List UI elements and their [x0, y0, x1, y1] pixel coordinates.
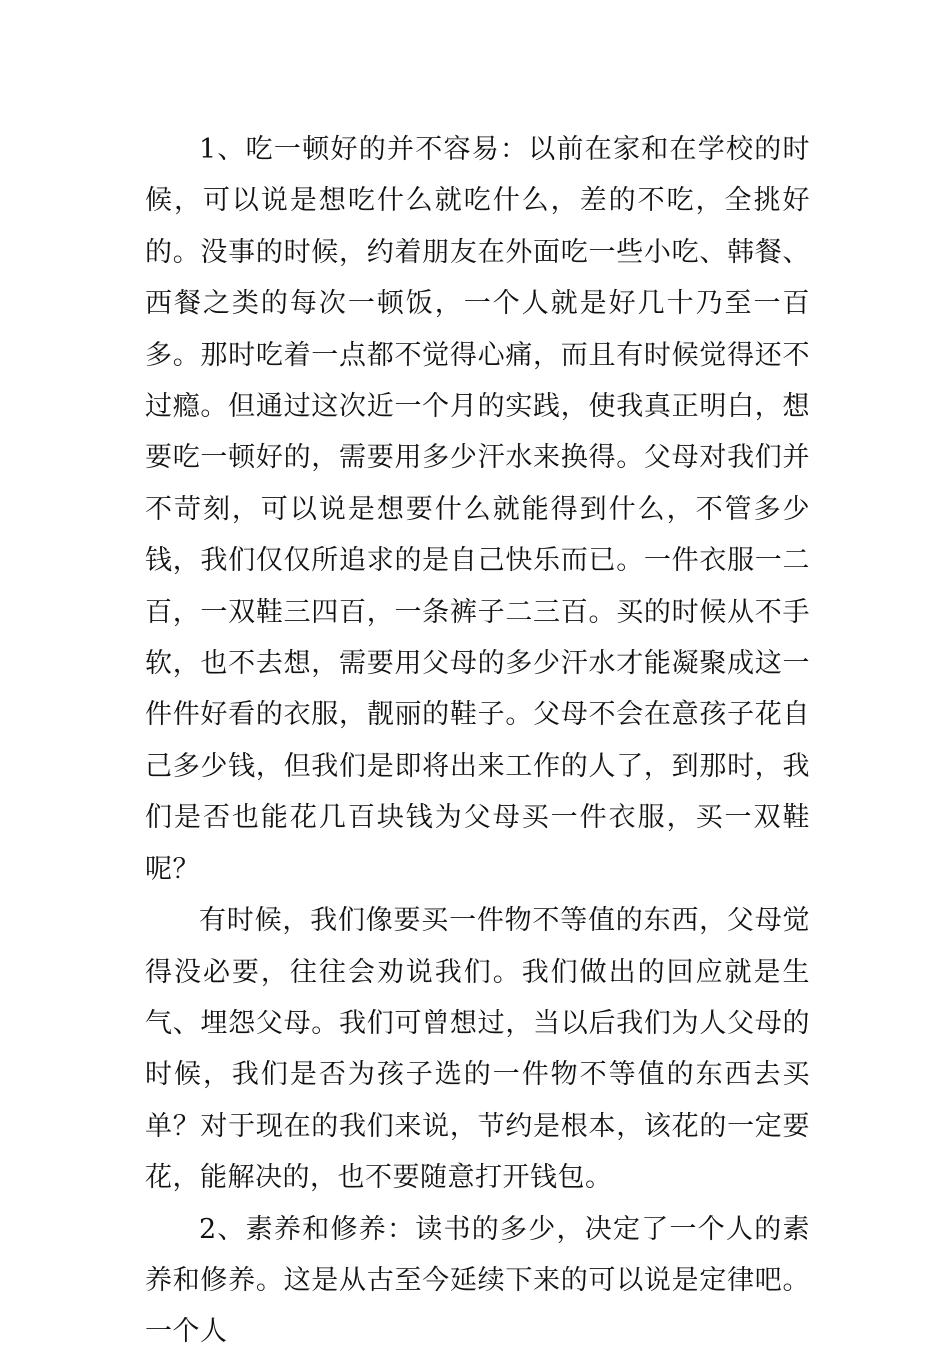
paragraph-2: 有时候，我们像要买一件物不等值的东西，父母觉得没必要，往往会劝说我们。我们做出的回应就是生气、埋怨父母。我们可曾想过，当以后我们为人父母的时候，我们是否为孩子选的一件物不等值的东西去买单？对于现在的我们来说，节约是根本，该花的一定要花，能解决的，也不要随意打开钱包。: [145, 905, 810, 1194]
paragraph-1: 1、吃一顿好的并不容易：以前在家和在学校的时候，可以说是想吃什么就吃什么，差的不吃，全挑好的。没事的时候，约着朋友在外面吃一些小吃、韩餐、西餐之类的每次一顿饭，一个人就是好几十乃至一百多。那时吃着一点都不觉得心痛，而且有时候觉得还不过瘾。但通过这次近一个月的实践，使我真正明白，想要吃一顿好的，需要用多少汗水来换得。父母对我们并不苛刻，可以说是想要什么就能得到什么，不管多少钱，我们仅仅所追求的是自己快乐而已。一件衣服一二百，一双鞋三四百，一条裤子二三百。买的时候从不手软，也不去想，需要用父母的多少汗水才能凝聚成这一件件好看的衣服，靓丽的鞋子。父母不会在意孩子花自己多少钱，但我们是即将出来工作的人了，到那时，我们是否也能花几百块钱为父母买一件衣服，买一双鞋呢？: [145, 134, 810, 885]
paragraph-3: 2、素养和修养：读书的多少，决定了一个人的素养和修养。这是从古至今延续下来的可以说是定律吧。一个人: [145, 1213, 810, 1348]
document-body: [145, 124, 810, 1358]
